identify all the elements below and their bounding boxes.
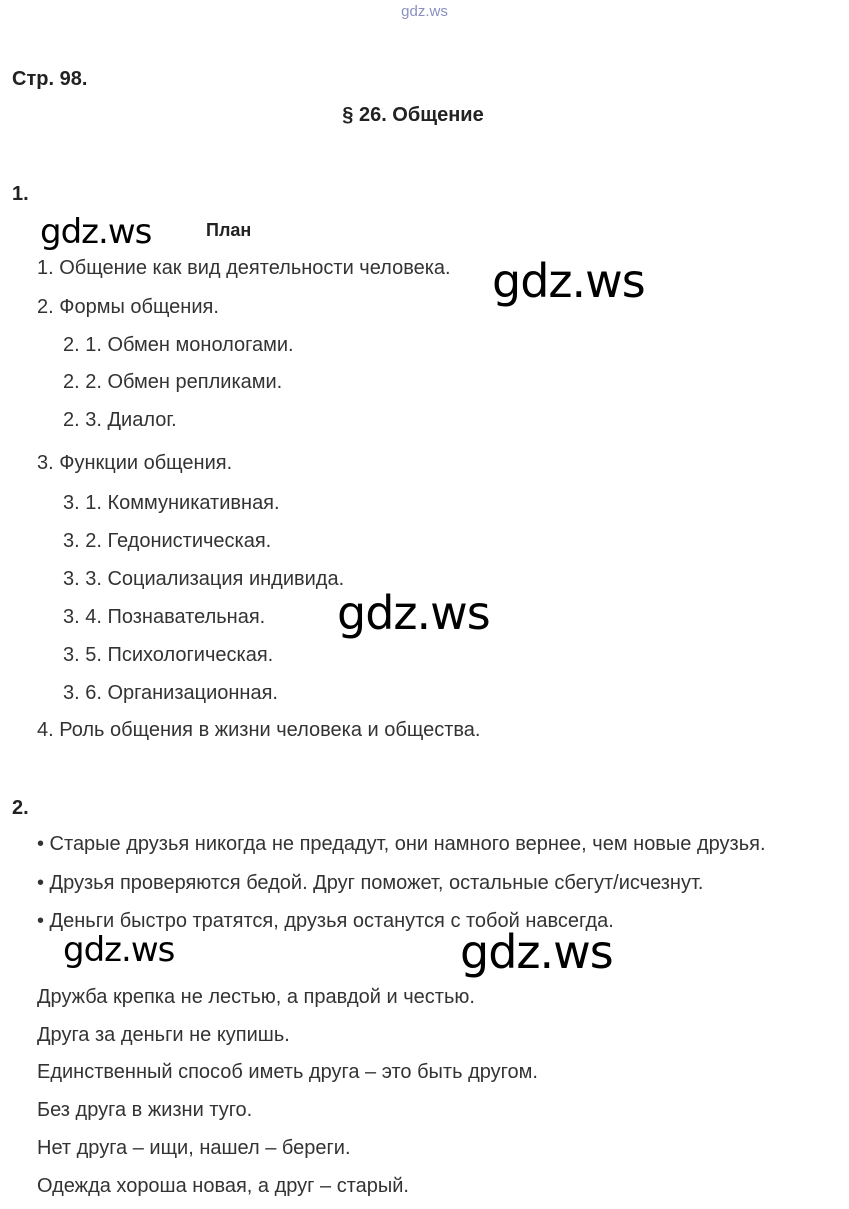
plan-subitem: 2. 2. Обмен репликами. [63,371,283,393]
watermark: gdz.ws [337,586,490,640]
watermark: gdz.ws [460,925,613,979]
plan-subitem: 3. 5. Психологическая. [63,644,274,666]
plan-subitem: 3. 2. Гедонистическая. [63,530,272,552]
page-number: Стр. 98. [12,68,88,90]
task-number: 1. [12,183,29,205]
plan-item: 4. Роль общения в жизни человека и общества. [37,719,481,741]
watermark: gdz.ws [492,254,645,308]
plan-subitem: 3. 6. Организационная. [63,682,278,704]
plan-subitem: 3. 3. Социализация индивида. [63,568,345,590]
bullet-item: • Деньги быстро тратятся, друзья останутся с тобой навсегда. [37,910,614,932]
plan-subitem: 3. 4. Познавательная. [63,606,266,628]
plan-item: 1. Общение как вид деятельности человека. [37,257,451,279]
proverb-line: Друга за деньги не купишь. [37,1024,290,1046]
plan-item: 3. Функции общения. [37,452,233,474]
proverb-line: Единственный способ иметь друга – это быть другом. [37,1061,538,1083]
plan-item: 2. Формы общения. [37,296,219,318]
section-title: § 26. Общение [342,104,484,126]
proverb-line: Дружба крепка не лестью, а правдой и честью. [37,986,475,1008]
task-number: 2. [12,797,29,819]
bullet-item: • Старые друзья никогда не предадут, они намного вернее, чем новые друзья. [37,833,766,855]
proverb-line: Нет друга – ищи, нашел – береги. [37,1137,351,1159]
bullet-item: • Друзья проверяются бедой. Друг поможет, остальные сбегут/исчезнут. [37,872,704,894]
plan-subitem: 2. 1. Обмен монологами. [63,334,294,356]
watermark: gdz.ws [63,930,175,970]
plan-subitem: 3. 1. Коммуникативная. [63,492,280,514]
watermark: gdz.ws [40,212,152,252]
top-watermark: gdz.ws [401,3,448,20]
plan-title: План [206,220,252,240]
plan-subitem: 2. 3. Диалог. [63,409,177,431]
proverb-line: Одежда хороша новая, а друг – старый. [37,1175,409,1197]
proverb-line: Без друга в жизни туго. [37,1099,253,1121]
